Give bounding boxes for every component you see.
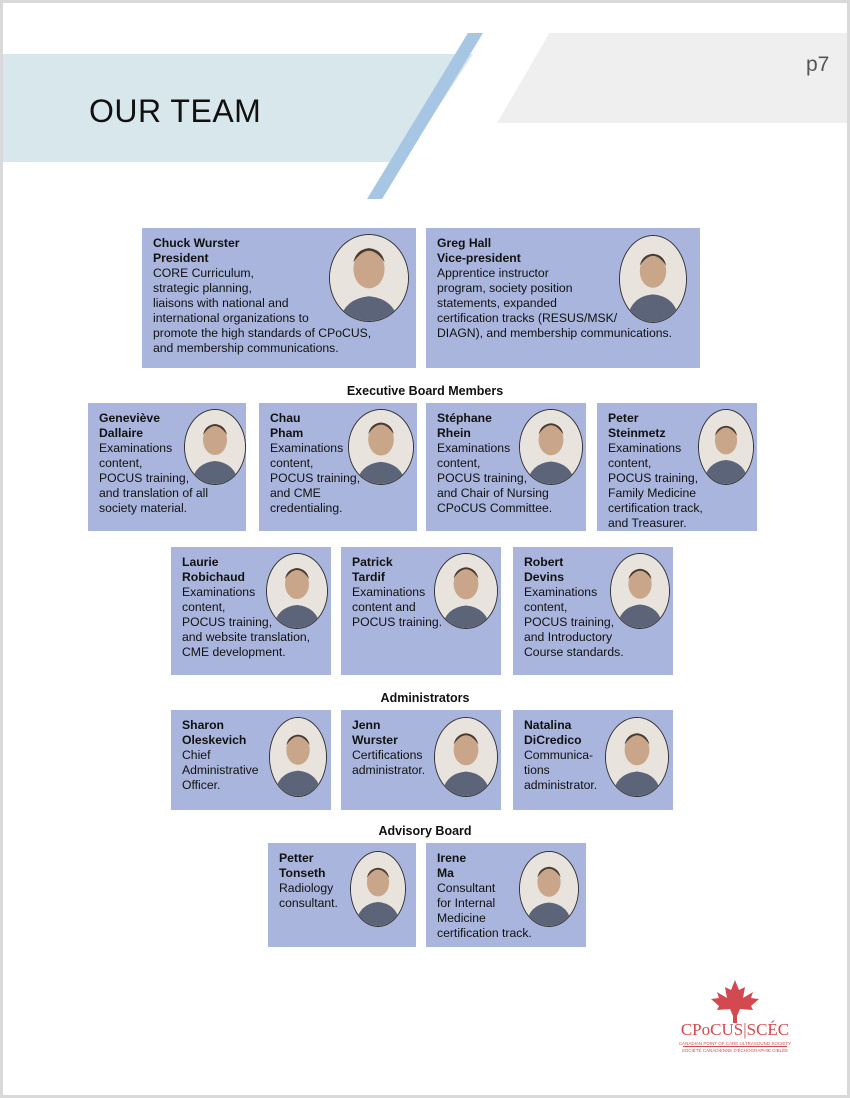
person-description: Examinations content, POCUS training, and website translation, CME development.	[182, 585, 311, 659]
card-natalina-dicredico	[513, 710, 673, 810]
person-silhouette-icon	[520, 410, 582, 484]
person-silhouette-icon	[330, 235, 408, 321]
maple-leaf-icon	[707, 978, 763, 1024]
portrait-photo	[619, 235, 687, 323]
person-silhouette-icon	[620, 236, 686, 322]
person-silhouette-icon	[611, 554, 669, 628]
portrait-photo	[519, 851, 579, 927]
portrait-photo	[434, 553, 498, 629]
portrait-photo	[329, 234, 409, 322]
portrait-photo	[434, 717, 498, 797]
portrait-photo	[350, 851, 406, 927]
card-chau-pham	[259, 403, 417, 531]
section-heading-advisory: Advisory Board	[378, 824, 472, 838]
section-heading-administrators: Administrators	[380, 691, 470, 705]
page-number: p7	[806, 53, 830, 76]
card-irene-ma	[426, 843, 586, 947]
person-name: Stéphane Rhein	[437, 411, 492, 440]
person-name: Sharon Oleskevich	[182, 718, 247, 747]
person-description: Examinations content, POCUS training, and Introductory Course standards.	[524, 585, 624, 659]
card-jenn-wurster	[341, 710, 501, 810]
person-description: Chief Administrative Officer.	[182, 748, 259, 792]
person-name: Greg Hall	[437, 236, 492, 250]
logo-subtitle-en: CANADIAN POINT OF CARE ULTRASOUND SOCIETY	[678, 1041, 792, 1046]
person-name: Peter Steinmetz	[608, 411, 666, 440]
person-name: Chuck Wurster	[153, 236, 240, 250]
person-description: Radiology consultant.	[279, 881, 338, 910]
cpocus-logo	[675, 978, 795, 1058]
logo-wordmark: CPoCUS|SCÉC	[680, 1020, 790, 1039]
card-genevieve-dallaire	[88, 403, 246, 531]
person-silhouette-icon	[267, 554, 327, 628]
person-description: Consultant for Internal Medicine certification track.	[437, 881, 532, 940]
person-silhouette-icon	[349, 410, 413, 484]
person-silhouette-icon	[435, 718, 497, 796]
person-name: Patrick Tardif	[352, 555, 393, 584]
card-patrick-tardif	[341, 547, 501, 675]
person-silhouette-icon	[270, 718, 326, 796]
card-petter-tonseth	[268, 843, 416, 947]
person-role: Vice-president	[437, 251, 521, 265]
person-name: Jenn Wurster	[352, 718, 398, 747]
person-name: Chau Pham	[270, 411, 304, 440]
person-name: Geneviève Dallaire	[99, 411, 160, 440]
person-description: Examinations content, POCUS training, and CME credentialing.	[270, 441, 361, 515]
card-robert-devins	[513, 547, 673, 675]
person-description: Examinations content, POCUS training, and Chair of Nursing CPoCUS Committee.	[437, 441, 553, 515]
person-description: Apprentice instructor program, society position statements, expanded certification tracks (RESUS/MSK/ DIAGN), and membership communications.	[437, 266, 673, 340]
person-name: Petter Tonseth	[279, 851, 326, 880]
card-sharon-oleskevich	[171, 710, 331, 810]
portrait-photo	[519, 409, 583, 485]
person-description: Communica- tions administrator.	[524, 748, 598, 792]
person-description: Examinations content and POCUS training.	[352, 585, 443, 629]
person-name: Robert Devins	[524, 555, 564, 584]
person-name: Laurie Robichaud	[182, 555, 245, 584]
person-role: President	[153, 251, 209, 265]
person-name: Natalina DiCredico	[524, 718, 582, 747]
person-silhouette-icon	[435, 554, 497, 628]
card-peter-steinmetz	[597, 403, 757, 531]
portrait-photo	[269, 717, 327, 797]
portrait-photo	[266, 553, 328, 629]
card-chuck-wurster	[142, 228, 416, 368]
card-laurie-robichaud	[171, 547, 331, 675]
portrait-photo	[184, 409, 246, 485]
portrait-photo	[610, 553, 670, 629]
card-greg-hall	[426, 228, 700, 368]
portrait-photo	[698, 409, 754, 485]
portrait-photo	[348, 409, 414, 485]
person-silhouette-icon	[520, 852, 578, 926]
person-silhouette-icon	[606, 718, 668, 796]
portrait-photo	[605, 717, 669, 797]
person-description: Certifications administrator.	[352, 748, 426, 777]
person-name: Irene Ma	[437, 851, 467, 880]
person-description: Examinations content, POCUS training, and translation of all society material.	[99, 441, 209, 515]
logo-subtitle-fr: SOCIÉTÉ CANADIENNE D'ÉCHOGRAPHIE CIBLÉE	[681, 1048, 789, 1053]
person-description: Examinations content, POCUS training, Family Medicine certification track, and Treasurer.	[608, 441, 703, 530]
page-title: OUR TEAM	[89, 93, 262, 129]
person-description: CORE Curriculum, strategic planning, liaisons with national and international organizations to promote the high standards of CPoCUS, and membership communications.	[153, 266, 372, 355]
card-stephane-rhein	[426, 403, 586, 531]
section-heading-executive: Executive Board Members	[346, 384, 504, 398]
person-silhouette-icon	[351, 852, 405, 926]
logo-rule	[683, 1046, 787, 1047]
person-silhouette-icon	[185, 410, 245, 484]
page	[3, 3, 847, 1095]
person-silhouette-icon	[699, 410, 753, 484]
header-right-band	[497, 33, 847, 123]
